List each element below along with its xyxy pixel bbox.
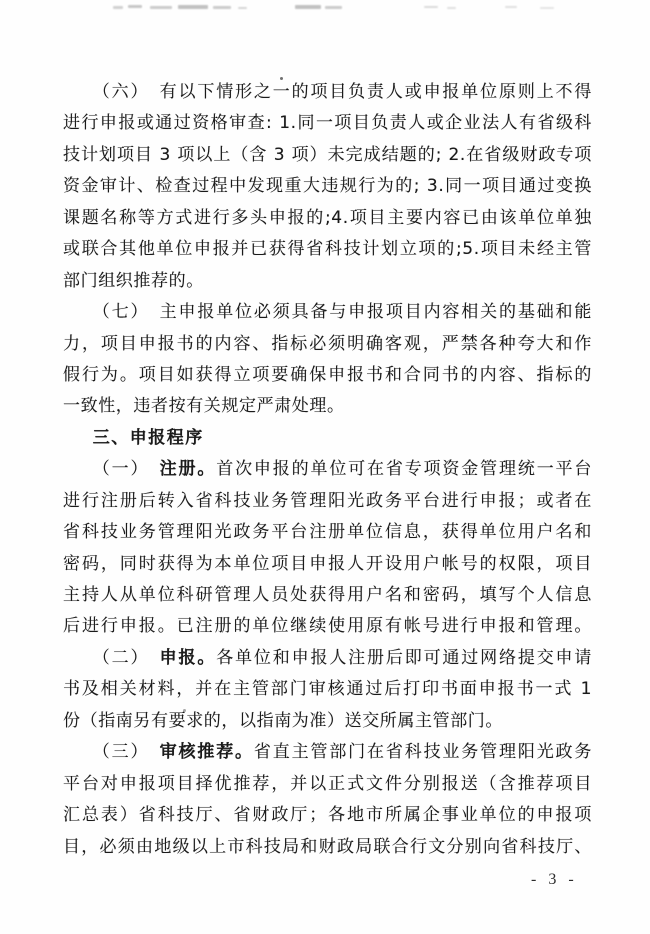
scan-noise-mark — [238, 7, 247, 9]
text-line: 假行为。项目如获得立项要确保申报书和合同书的内容、指标的 — [63, 364, 592, 385]
text-line: （六） 有以下情形之一的项目负责人或申报单位原则上不得 — [92, 82, 592, 102]
scan-noise-mark — [213, 6, 231, 9]
text-line: 进行申报或通过资格审查: 1.同一项目负责人或企业法人有省级科 — [63, 113, 592, 134]
text-line: 汇总表）省科技厅、省财政厅；各地市所属企事业单位的申报项 — [63, 805, 592, 826]
scan-noise-mark — [325, 6, 342, 9]
list-item-marker: （三） — [92, 742, 160, 763]
text-line: 省科技业务管理阳光政务平台注册单位信息，获得单位用户名和 — [63, 522, 592, 543]
scan-noise-mark — [150, 6, 172, 9]
text-line: （七） 主申报单位必须具备与申报项目内容相关的基础和能 — [92, 302, 592, 323]
text-line: 书及相关材料，并在主管部门审核通过后打印书面申报书一式 1 — [63, 679, 592, 700]
text-line: 课题名称等方式进行多头申报的;4.项目主要内容已由该单位单独 — [63, 207, 592, 228]
term-bold: 审核推荐。 — [159, 742, 254, 763]
line-text: 各单位和申报人注册后即可通过网络提交申请 — [216, 647, 592, 668]
scan-noise-mark — [447, 7, 456, 9]
text-line: 或联合其他单位申报并已获得省科技计划立项的;5.项目未经主管 — [63, 239, 592, 260]
text-line: 资金审计、检查过程中发现重大违规行为的; 3.同一项目通过变换 — [63, 176, 592, 197]
text-line: 主持人从单位科研管理人员处获得用户名和密码，填写个人信息 — [63, 585, 592, 605]
section-heading: 三、申报程序 — [92, 427, 204, 448]
term-bold: 申报。 — [159, 647, 217, 668]
text-line: 部门组织推荐的。 — [63, 270, 204, 291]
text-line: 后进行申报。已注册的单位继续使用原有帐号进行申报和管理。 — [63, 616, 592, 637]
text-line: 份（指南另有要求的，以指南为准）送交所属主管部门。 — [63, 710, 503, 731]
text-line: 平台对申报项目择优推荐，并以正式文件分别报送（含推荐项目 — [63, 773, 592, 794]
text-line: 一致性，违者按有关规定严肃处理。 — [63, 396, 345, 417]
scan-noise-band — [0, 0, 650, 20]
scan-noise-mark — [295, 5, 321, 9]
term-bold: 注册。 — [159, 459, 217, 480]
text-line: 进行注册后转入省科技业务管理阳光政务平台进行申报；或者在 — [63, 490, 592, 511]
text-line: 力，项目申报书的内容、指标必须明确客观，严禁各种夸大和作 — [63, 333, 592, 354]
list-item-marker: （二） — [92, 647, 160, 668]
line-text: 省直主管部门在省科技业务管理阳光政务 — [253, 742, 592, 763]
scan-noise-mark — [128, 5, 142, 8]
scan-noise-mark — [540, 7, 554, 9]
list-item-marker: （一） — [92, 459, 160, 480]
scan-noise-mark — [424, 6, 438, 8]
page-number: - 3 - — [531, 871, 578, 888]
scan-noise-mark — [113, 6, 123, 9]
text-line — [63, 737, 592, 768]
text-line: 密码，同时获得为本单位项目申报人开设用户帐号的权限，项目 — [63, 553, 592, 574]
scan-noise-mark — [178, 5, 208, 9]
text-line — [63, 643, 592, 674]
text-line: 目，必须由地级以上市科技局和财政局联合行文分别向省科技厅、 — [63, 836, 592, 857]
text-line: 技计划项目 3 项以上（含 3 项）未完成结题的; 2.在省级财政专项 — [63, 144, 592, 165]
scan-noise-mark — [505, 6, 517, 8]
line-text: 首次申报的单位可在省专项资金管理统一平台 — [216, 459, 592, 480]
text-line — [63, 454, 592, 485]
document-body — [63, 77, 592, 863]
